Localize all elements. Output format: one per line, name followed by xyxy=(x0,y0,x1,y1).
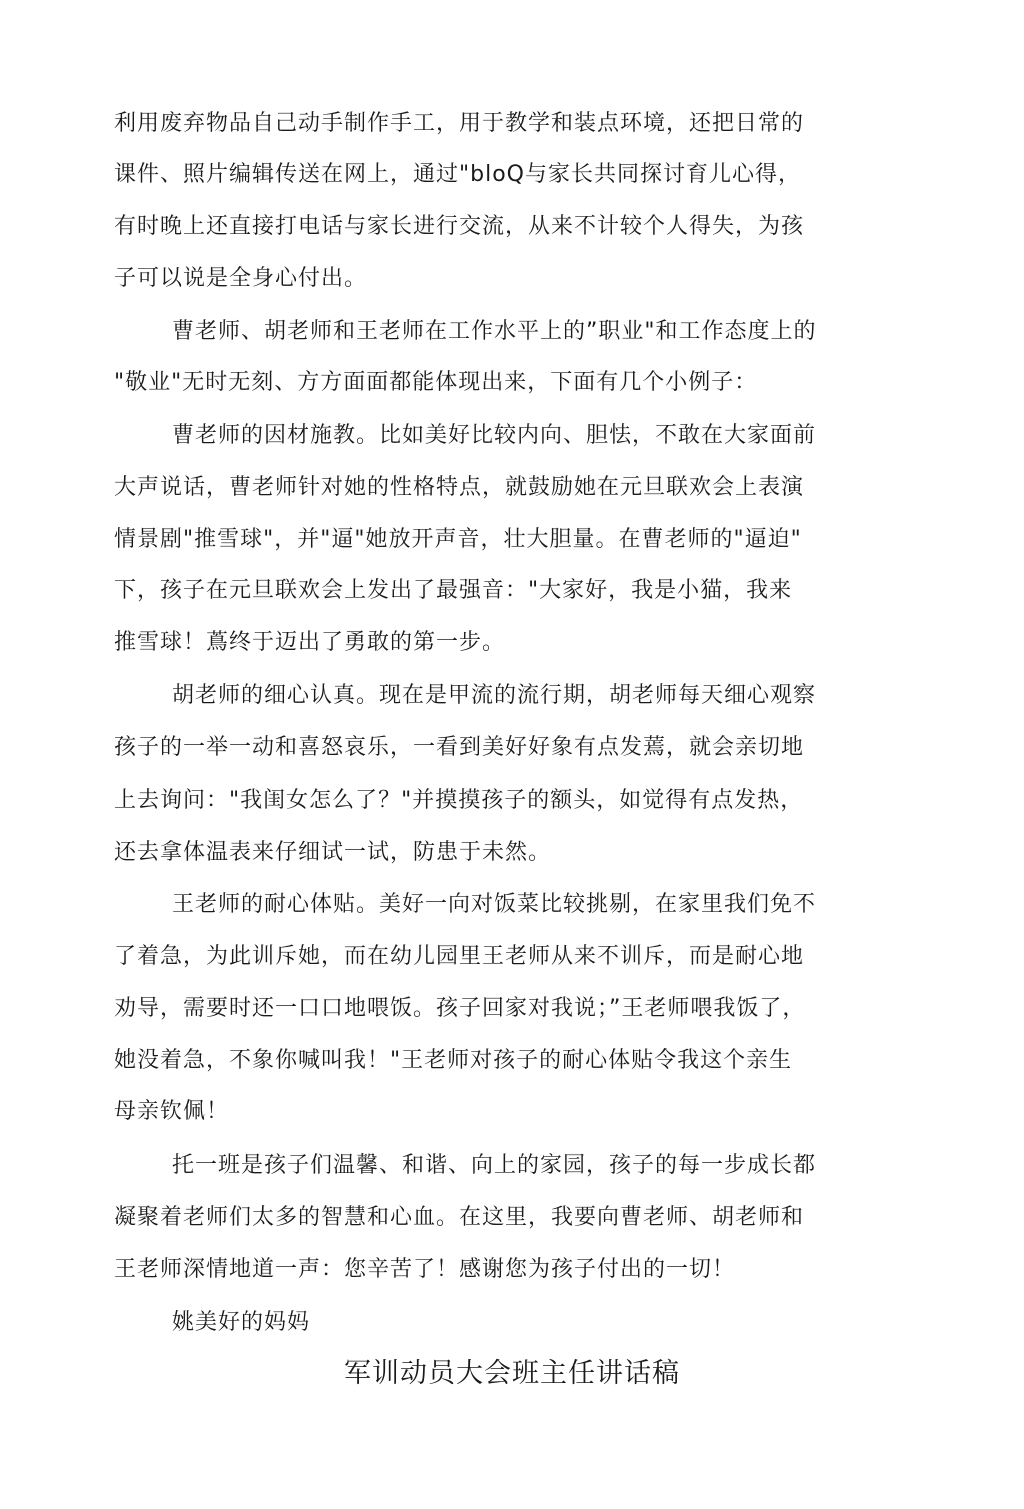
paragraph-3-line-2: 大声说话，曹老师针对她的性格特点，就鼓励她在元旦联欢会上表演 xyxy=(114,475,805,500)
paragraph-3-line-5: 推雪球！蔦终于迈出了勇敢的第一步。 xyxy=(114,630,506,655)
paragraph-5-line-4: 她没着急，不象你喊叫我！"王老师对孩子的耐心体贴令我这个亲生 xyxy=(114,1048,793,1073)
paragraph-6-line-1: 托一班是孩子们温馨、和谐、向上的家园，孩子的每一步成长都 xyxy=(172,1153,817,1178)
paragraph-1-line-2: 课件、照片编辑传送在网上，通过"bloQ与家长共同探讨育儿心得， xyxy=(114,162,801,187)
paragraph-1-line-4: 子可以说是全身心付出。 xyxy=(114,266,368,291)
paragraph-1-line-1: 利用废弃物品自己动手制作手工，用于教学和装点环境，还把日常的 xyxy=(114,111,805,136)
paragraph-6-line-3: 王老师深情地道一声：您辛苦了！感谢您为孩子付出的一切！ xyxy=(114,1257,736,1282)
paragraph-3-line-4: 下，孩子在元旦联欢会上发出了最强音："大家好，我是小猫，我来 xyxy=(114,578,793,603)
paragraph-1-line-3: 有时晚上还直接打电话与家长进行交流，从来不计较个人得失，为孩 xyxy=(114,214,805,239)
paragraph-5-line-2: 了着急，为此训斥她，而在幼儿园里王老师从来不训斥，而是耐心地 xyxy=(114,944,805,969)
paragraph-3-line-1: 曹老师的因材施教。比如美好比较内向、胆怯，不敢在大家面前 xyxy=(172,423,817,448)
next-document-title: 军训动员大会班主任讲话稿 xyxy=(344,1358,680,1389)
paragraph-4-line-3: 上去询问："我闺女怎么了？"并摸摸孩子的额头，如觉得有点发热， xyxy=(114,788,804,813)
paragraph-4-line-2: 孩子的一举一动和喜怒哀乐，一看到美好好象有点发蔫，就会亲切地 xyxy=(114,735,805,760)
paragraph-6-line-2: 凝聚着老师们太多的智慧和心血。在这里，我要向曹老师、胡老师和 xyxy=(114,1205,805,1230)
paragraph-5-line-1: 王老师的耐心体贴。美好一向对饭菜比较挑剔，在家里我们免不 xyxy=(172,892,817,917)
paragraph-4-line-4: 还去拿体温表来仔细试一试，防患于未然。 xyxy=(114,840,552,865)
paragraph-5-line-5: 母亲钦佩！ xyxy=(114,1099,230,1124)
paragraph-2-line-1: 曹老师、胡老师和王老师在工作水平上的”职业"和工作态度上的 xyxy=(172,319,817,344)
paragraph-4-line-1: 胡老师的细心认真。现在是甲流的流行期，胡老师每天细心观察 xyxy=(172,683,817,708)
signature: 姚美好的妈妈 xyxy=(172,1310,311,1335)
paragraph-2-line-2: "敬业"无时无刻、方方面面都能体现出来，下面有几个小例子： xyxy=(114,370,758,395)
paragraph-3-line-3: 情景剧"推雪球"，并"逼"她放开声音，壮大胆量。在曹老师的"逼迫" xyxy=(114,527,802,552)
paragraph-5-line-3: 劝导，需要时还一口口地喂饭。孩子回家对我说；”王老师喂我饭了， xyxy=(114,996,806,1021)
